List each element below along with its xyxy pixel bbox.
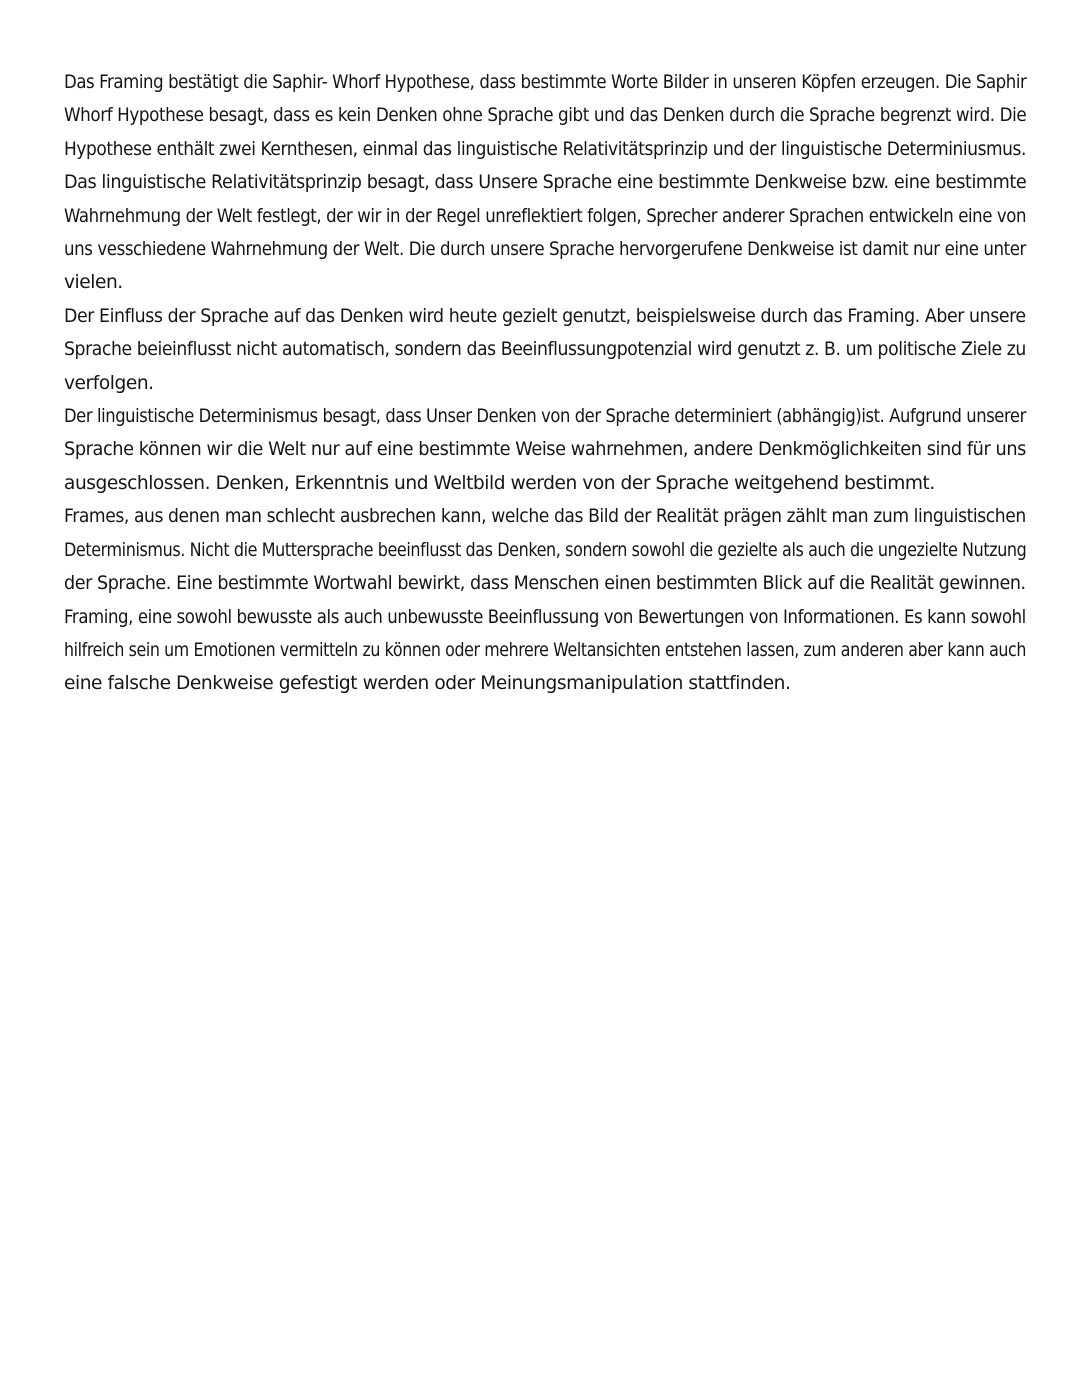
text-line: ausgeschlossen. Denken, Erkenntnis und Weltbild werden von der Sprache weitgehend bestimmt. [64,472,935,494]
paragraph-determinismus [64,400,1026,500]
text-line: Der Einfluss der Sprache auf das Denken wird heute gezielt genutzt, beispielsweise durch das Framing. Aber unsere [64,305,1026,327]
text-line: der Sprache. Eine bestimmte Wortwahl bewirkt, dass Menschen einen bestimmten Blick auf die Realität gewinnen. [64,573,1026,595]
paragraph-frames [64,500,1026,600]
text-line: Das linguistische Relativitätsprinzip besagt, dass Unsere Sprache eine bestimmte Denkweise bzw. eine bestimmte [64,172,1027,194]
document-body [64,66,1026,701]
text-line: Das Framing bestätigt die Saphir- Whorf Hypothese, dass bestimmte Worte Bilder in unseren Köpfen erzeugen. Die Saphir [64,72,1027,93]
text-line: eine falsche Denkweise gefestigt werden oder Meinungsmanipulation stattfinden. [64,673,791,695]
text-line: verfolgen. [64,372,154,394]
text-line: Der linguistische Determinismus besagt, dass Unser Denken von der Sprache determiniert (abhängig)ist. Aufgrund unserer [64,406,1026,428]
paragraph-relativitaetsprinzip [64,166,1026,300]
paragraph-framing-definition [64,601,1026,701]
text-line: Sprache können wir die Welt nur auf eine bestimmte Weise wahrnehmen, andere Denkmöglichkeiten sind für uns [64,439,1026,461]
paragraph-einfluss-framing [64,300,1026,400]
text-line: Wahrnehmung der Welt festlegt, der wir in der Regel unreflektiert folgen, Sprecher anderer Sprachen entwickeln eine von [64,205,1027,227]
text-line: vielen. [64,272,123,294]
text-line: Framing, eine sowohl bewusste als auch unbewusste Beeinflussung von Bewertungen von Informationen. Es kann sowohl [64,606,1026,628]
text-line: Hypothese enthält zwei Kernthesen, einmal das linguistische Relativitätsprinzip und der linguistische Determiniusmus. [64,138,1026,160]
text-line: Determinismus. Nicht die Muttersprache beeinflusst das Denken, sondern sowohl die gezielte als auch die ungezielte Nutzung [64,539,1027,561]
text-line: uns vesschiedene Wahrnehmung der Welt. Die durch unsere Sprache hervorgerufene Denkweise ist damit nur eine unter [64,239,1026,261]
text-line: hilfreich sein um Emotionen vermitteln zu können oder mehrere Weltansichten entstehen lassen, zum anderen aber kann auch [64,639,1027,661]
text-line: Whorf Hypothese besagt, dass es kein Denken ohne Sprache gibt und das Denken durch die Sprache begrenzt wird. Die [64,105,1027,127]
paragraph-saphir-whorf-intro [64,66,1026,166]
text-line: Sprache beieinflusst nicht automatisch, sondern das Beeinflussungpotenzial wird genutzt z. B. um politische Ziele zu [64,339,1026,361]
text-line: Frames, aus denen man schlecht ausbrechen kann, welche das Bild der Realität prägen zählt man zum linguistischen [64,506,1026,528]
